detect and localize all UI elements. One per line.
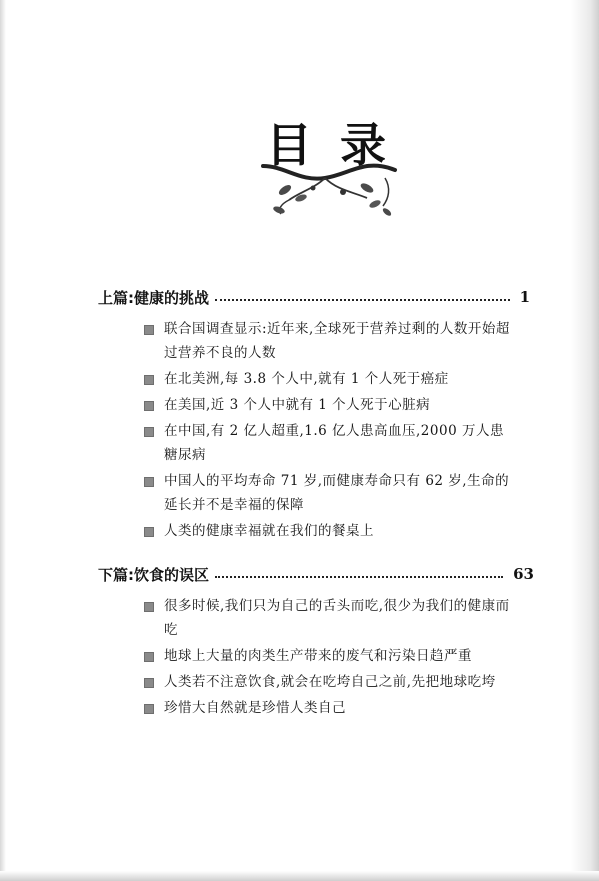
title-char-2: 录	[340, 118, 386, 172]
square-bullet-icon	[144, 527, 154, 537]
list-item[interactable]	[144, 696, 514, 720]
title-char-1: 目	[266, 118, 312, 172]
list-item[interactable]	[144, 393, 514, 417]
square-bullet-icon	[144, 427, 154, 437]
page-number: 1	[519, 288, 530, 306]
square-bullet-icon	[144, 602, 154, 612]
square-bullet-icon	[144, 477, 154, 487]
floral-ornament-icon	[255, 148, 405, 218]
page-number: 63	[513, 565, 534, 583]
list-item[interactable]	[144, 594, 514, 642]
section-title: 健康的挑战	[134, 288, 210, 307]
section-header-part2[interactable]	[98, 562, 534, 586]
square-bullet-icon	[144, 678, 154, 688]
section-title: 饮食的误区	[134, 565, 210, 584]
page-edge-bottom	[0, 871, 599, 881]
entry-text: 在北美洲,每 3.8 个人中,就有 1 个人死于癌症	[164, 371, 449, 387]
square-bullet-icon	[144, 325, 154, 335]
entry-text: 人类若不注意饮食,就会在吃垮自己之前,先把地球吃垮	[164, 674, 496, 690]
entry-text: 在美国,近 3 个人中就有 1 个人死于心脏病	[164, 397, 431, 413]
dot-leader	[215, 576, 503, 578]
entry-text: 在中国,有 2 亿人超重,1.6 亿人患高血压,2000 万人患糖尿病	[164, 423, 504, 463]
list-item[interactable]	[144, 519, 514, 543]
dot-leader	[215, 299, 510, 301]
square-bullet-icon	[144, 375, 154, 385]
entry-text: 联合国调查显示:近年来,全球死于营养过剩的人数开始超过营养不良的人数	[164, 321, 510, 361]
square-bullet-icon	[144, 704, 154, 714]
square-bullet-icon	[144, 401, 154, 411]
square-bullet-icon	[144, 652, 154, 662]
section-label: 上篇:	[98, 288, 134, 307]
list-item[interactable]	[144, 469, 514, 517]
toc-title	[0, 108, 599, 218]
list-item[interactable]	[144, 367, 514, 391]
entry-text: 人类的健康幸福就在我们的餐桌上	[164, 523, 374, 539]
entry-text: 珍惜大自然就是珍惜人类自己	[164, 700, 346, 716]
entry-text: 中国人的平均寿命 71 岁,而健康寿命只有 62 岁,生命的延长并不是幸福的保障	[164, 473, 510, 513]
section-label: 下篇:	[98, 565, 134, 584]
list-item[interactable]	[144, 317, 514, 365]
section-header-part1[interactable]	[98, 285, 530, 309]
list-item[interactable]	[144, 670, 514, 694]
list-item[interactable]	[144, 419, 514, 467]
entry-text: 地球上大量的肉类生产带来的废气和污染日趋严重	[164, 648, 472, 664]
entry-text: 很多时候,我们只为自己的舌头而吃,很少为我们的健康而吃	[164, 598, 510, 638]
entry-list-part1	[144, 317, 514, 545]
list-item[interactable]	[144, 644, 514, 668]
entry-list-part2	[144, 594, 514, 722]
